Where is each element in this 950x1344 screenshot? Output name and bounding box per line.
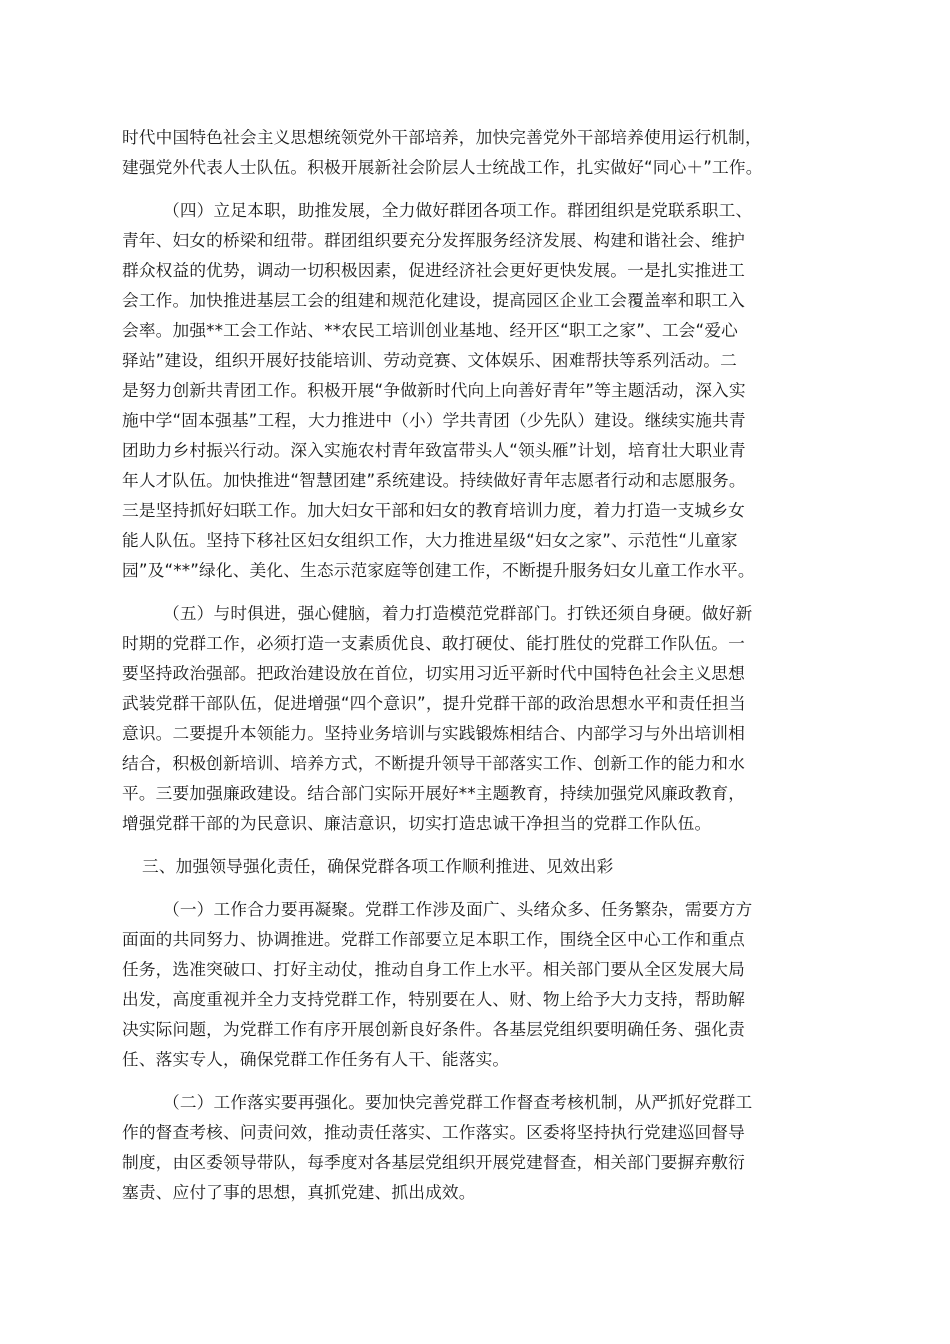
- text-line: （五）与时俱进，强心健脑，着力打造模范党群部门。打铁还须自身硬。做好新: [163, 603, 753, 623]
- text-line: 塞责、应付了事的思想，真抓党建、抓出成效。: [122, 1182, 476, 1202]
- text-line: 施中学“固本强基”工程，大力推进中（小）学共青团（少先队）建设。继续实施共青: [122, 410, 746, 430]
- text-line: 团助力乡村振兴行动。深入实施农村青年致富带头人“领头雁”计划，培育壮大职业青: [122, 440, 746, 460]
- text-line: 面面的共同努力、协调推进。党群工作部要立足本职工作，围绕全区中心工作和重点: [122, 929, 745, 949]
- paragraph-continued: [122, 122, 840, 182]
- text-line: 出发，高度重视并全力支持党群工作，特别要在人、财、物上给予大力支持，帮助解: [122, 989, 745, 1009]
- text-line: 制度，由区委领导带队，每季度对各基层党组织开展党建督查，相关部门要摒弃敷衍: [122, 1152, 745, 1172]
- text-line: 群众权益的优势，调动一切积极因素，促进经济社会更好更快发展。一是扎实推进工: [122, 260, 745, 280]
- text-line: 意识。二要提升本领能力。坚持业务培训与实践锻炼相结合、内部学习与外出培训相: [122, 723, 745, 743]
- text-line: 时期的党群工作，必须打造一支素质优良、敢打硬仗、能打胜仗的党群工作队伍。一: [122, 633, 745, 653]
- text-line: 要坚持政治强部。把政治建设放在首位，切实用习近平新时代中国特色社会主义思想: [122, 663, 745, 683]
- text-line: （一）工作合力要再凝聚。党群工作涉及面广、头绪众多、任务繁杂，需要方方: [163, 899, 753, 919]
- section-heading-3: [122, 851, 840, 881]
- paragraph-section-4: [122, 195, 840, 585]
- text-line: 会率。加强**工会工作站、**农民工培训创业基地、经开区“职工之家”、工会“爱心: [122, 320, 738, 340]
- text-line: （二）工作落实要再强化。要加快完善党群工作督查考核机制，从严抓好党群工: [163, 1092, 753, 1112]
- text-line: 结合，积极创新培训、培养方式，不断提升领导干部落实工作、创新工作的能力和水: [122, 753, 745, 773]
- document-page: [122, 122, 840, 1220]
- text-line: 年人才队伍。加快推进“智慧团建”系统建设。持续做好青年志愿者行动和志愿服务。: [122, 470, 746, 490]
- text-line: 建强党外代表人士队伍。积极开展新社会阶层人士统战工作，扎实做好“同心＋”工作。: [122, 157, 763, 177]
- section-heading-text: 三、加强领导强化责任，确保党群各项工作顺利推进、见效出彩: [142, 856, 614, 876]
- text-line: 作的督查考核、问责问效，推动责任落实、工作落实。区委将坚持执行党建巡回督导: [122, 1122, 745, 1142]
- text-line: 青年、妇女的桥梁和纽带。群团组织要充分发挥服务经济发展、构建和谐社会、维护: [122, 230, 745, 250]
- text-line: （四）立足本职，助推发展，全力做好群团各项工作。群团组织是党联系职工、: [163, 200, 753, 220]
- paragraph-section-3-2: [122, 1087, 840, 1207]
- paragraph-section-3-1: [122, 894, 840, 1074]
- text-line: 时代中国特色社会主义思想统领党外干部培养，加快完善党外干部培养使用运行机制，: [122, 127, 762, 147]
- text-line: 任、落实专人，确保党群工作任务有人干、能落实。: [122, 1049, 510, 1069]
- text-line: 园”及“**”绿化、美化、生态示范家庭等创建工作，不断提升服务妇女儿童工作水平。: [122, 560, 755, 580]
- text-line: 增强党群干部的为民意识、廉洁意识，切实打造忠诚干净担当的党群工作队伍。: [122, 813, 712, 833]
- text-line: 平。三要加强廉政建设。结合部门实际开展好**主题教育，持续加强党风廉政教育，: [122, 783, 746, 803]
- text-line: 武装党群干部队伍，促进增强“四个意识”，提升党群干部的政治思想水平和责任担当: [122, 693, 746, 713]
- text-line: 三是坚持抓好妇联工作。加大妇女干部和妇女的教育培训力度，着力打造一支城乡女: [122, 500, 745, 520]
- text-line: 会工作。加快推进基层工会的组建和规范化建设，提高园区企业工会覆盖率和职工入: [122, 290, 745, 310]
- text-line: 能人队伍。坚持下移社区妇女组织工作，大力推进星级“妇女之家”、示范性“儿童家: [122, 530, 738, 550]
- text-line: 驿站”建设，组织开展好技能培训、劳动竞赛、文体娱乐、困难帮扶等系列活动。二: [122, 350, 737, 370]
- text-line: 任务，选准突破口、打好主动仗，推动自身工作上水平。相关部门要从全区发展大局: [122, 959, 745, 979]
- paragraph-section-5: [122, 598, 840, 838]
- text-line: 决实际问题，为党群工作有序开展创新良好条件。各基层党组织要明确任务、强化责: [122, 1019, 745, 1039]
- text-line: 是努力创新共青团工作。积极开展“争做新时代向上向善好青年”等主题活动，深入实: [122, 380, 746, 400]
